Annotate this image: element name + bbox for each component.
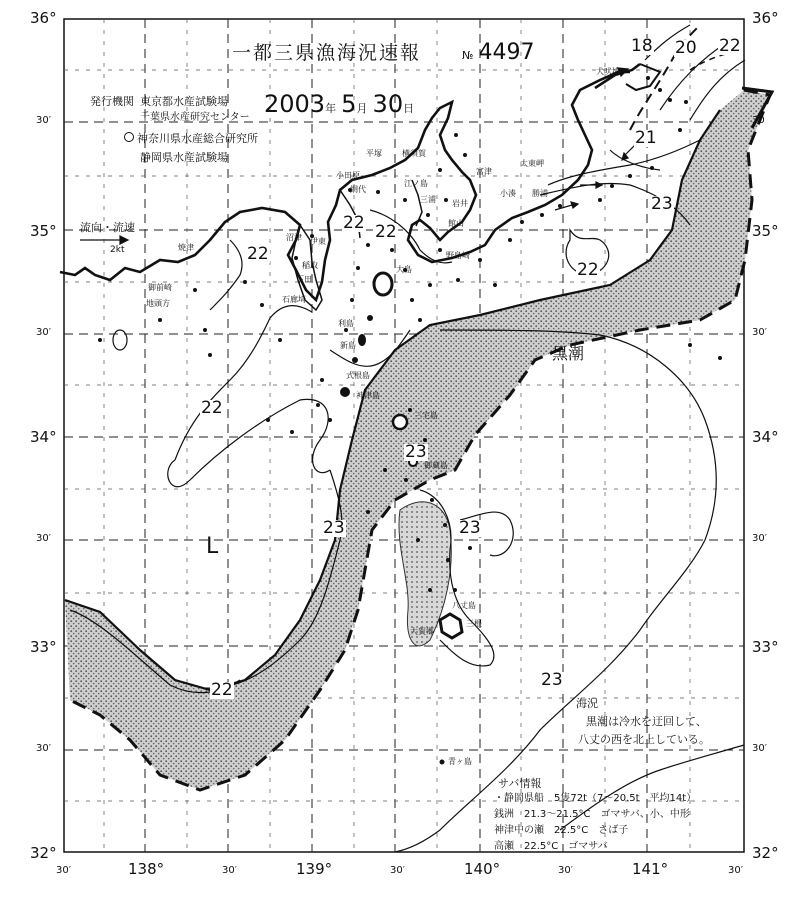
place-miyakejima: 三宅島 xyxy=(414,411,438,420)
date-month-unit: 月 xyxy=(356,102,368,115)
place-mitsune: 三根 xyxy=(466,619,482,628)
lat-3230-left: 30′ xyxy=(36,743,51,754)
island-kozushima xyxy=(340,387,350,397)
isotherm-label-22-ne: 22 xyxy=(719,36,741,56)
isotherm-label-23-south: 23 xyxy=(541,670,563,690)
isotherm-label-22-suruga: 22 xyxy=(247,244,269,264)
place-hachijojima: 八丈島 xyxy=(452,601,476,610)
place-odawara: 小田原 xyxy=(336,171,360,180)
place-inatori: 稲取 xyxy=(302,261,318,270)
isotherm-label-22-south: 22 xyxy=(211,680,233,700)
date-day-unit: 日 xyxy=(403,102,415,115)
place-enoshima: 江ノ島 xyxy=(404,179,428,188)
place-katsuura: 勝浦 xyxy=(532,189,548,198)
saba-info-line-3: 神津中の瀬 22.5°C さば子 xyxy=(494,825,629,836)
sea-conditions-line1: 黒潮は冷水を迂回して、 xyxy=(586,715,707,728)
place-jitogata: 地頭方 xyxy=(146,299,170,308)
place-shimoda: 下田 xyxy=(296,275,312,284)
lon-138: 138° xyxy=(128,860,165,878)
date-year: 2003 xyxy=(264,90,326,118)
lat-3230-right: 30′ xyxy=(752,743,767,754)
island-shikinejima xyxy=(352,357,358,363)
lat-3430-left: 30′ xyxy=(36,327,51,338)
isotherm-label-23-hachijo: 23 xyxy=(459,518,481,538)
isotherm-label-21: 21 xyxy=(635,128,657,148)
place-futtsu: 富津 xyxy=(476,167,492,176)
place-nojimazaki: 野島崎 xyxy=(446,251,470,260)
place-niijima: 新島 xyxy=(340,341,356,350)
lat-32-left: 32° xyxy=(30,844,57,862)
lat-3530-right: 30 xyxy=(752,115,765,126)
lat-36-left: 36° xyxy=(30,9,57,27)
isotherm-label-18: 18 xyxy=(631,36,653,56)
issue-number xyxy=(462,42,535,64)
kuroshio-label: 黒潮 xyxy=(552,344,585,363)
place-ajiro: 網代 xyxy=(350,185,366,194)
island-hachijojima xyxy=(440,614,462,638)
place-okago: 大賀郷 xyxy=(410,627,434,636)
lon-14130: 30′ xyxy=(728,865,743,876)
saba-info-line-2: 銭洲 21.3～21.5°C ゴマサバ、小、中形 xyxy=(494,809,690,820)
isotherm-label-20: 20 xyxy=(675,38,697,58)
issue-date xyxy=(264,92,414,116)
lat-3330-right: 30′ xyxy=(752,533,767,544)
place-hiratsuka: 平塚 xyxy=(366,149,382,158)
agency-kanagawa-name: 神奈川県水産総合研究所 xyxy=(137,132,258,145)
island-toshima xyxy=(367,315,373,321)
flow-legend-label: 流向・流速 xyxy=(80,221,135,234)
isotherm-label-23-boso: 23 xyxy=(651,194,673,214)
map-title: 一都三県漁海況速報 xyxy=(232,42,422,64)
sea-conditions-line2: 八丈の西を北上している。 xyxy=(578,733,710,746)
place-numazu: 沼津 xyxy=(286,233,302,242)
place-kozushima: 神津島 xyxy=(356,391,380,400)
saba-info-line-1: ・静岡県船 5隻72t（7～20.5t 平均14t） xyxy=(494,793,697,804)
lat-34-left: 34° xyxy=(30,428,57,446)
lon-13730: 30′ xyxy=(56,865,71,876)
lat-33-right: 33° xyxy=(752,638,779,656)
place-kominato: 小湊 xyxy=(500,189,516,198)
place-iwai: 岩井 xyxy=(452,199,468,208)
isotherm-label-22-boso: 22 xyxy=(577,260,599,280)
place-inubosaki: 犬吠埼 xyxy=(596,67,620,76)
lat-35-right: 35° xyxy=(752,222,779,240)
saba-info-heading: サバ情報 xyxy=(498,777,542,790)
isotherm-label-22-sagami-2: 22 xyxy=(375,222,397,242)
place-irozaki: 石廊埼 xyxy=(282,295,306,304)
isotherm-label-23-miyake: 23 xyxy=(405,442,427,462)
agency-kanagawa xyxy=(124,132,258,144)
saba-info-line-4: 高瀬 22.5°C ゴマサバ xyxy=(494,841,608,852)
date-year-unit: 年 xyxy=(325,102,337,115)
date-day: 30 xyxy=(372,90,404,118)
lat-3330-left: 30′ xyxy=(36,533,51,544)
place-tateyama: 館山 xyxy=(448,219,464,228)
island-aogashima xyxy=(440,760,445,765)
flow-legend-speed: 2kt xyxy=(110,245,125,255)
place-shikinejima: 式根島 xyxy=(346,371,370,380)
lat-36-right: 36° xyxy=(752,9,779,27)
lon-14030: 30′ xyxy=(558,865,573,876)
island-niijima xyxy=(358,334,366,346)
date-month: 5 xyxy=(341,90,357,118)
lon-141: 141° xyxy=(632,860,669,878)
agency-chiba: 千葉県水産研究センター xyxy=(140,112,250,123)
sea-conditions-heading: 海況 xyxy=(576,697,598,710)
lat-3430-right: 30′ xyxy=(752,327,767,338)
lon-140: 140° xyxy=(464,860,501,878)
issue-number-value: 4497 xyxy=(478,40,535,65)
place-taitomisaki: 太東岬 xyxy=(520,159,544,168)
place-toshima: 利島 xyxy=(338,319,354,328)
isotherm-label-22-west: 22 xyxy=(201,398,223,418)
island-oshima xyxy=(374,273,392,295)
place-yokosuka: 横須賀 xyxy=(402,149,426,158)
lat-35-left: 35° xyxy=(30,222,57,240)
kanagawa-circle-icon xyxy=(124,132,134,142)
lon-13830: 30′ xyxy=(222,865,237,876)
place-ito: 伊東 xyxy=(310,237,326,246)
lat-32-right: 32° xyxy=(752,844,779,862)
place-aogashima: 青ヶ島 xyxy=(448,757,472,766)
place-miura: 三浦 xyxy=(420,195,436,204)
place-mikurajima: 御蔵島 xyxy=(424,461,448,470)
issue-prefix: № xyxy=(462,49,474,62)
island-miyakejima xyxy=(393,415,407,429)
lat-34-right: 34° xyxy=(752,428,779,446)
lon-13930: 30′ xyxy=(390,865,405,876)
lat-33-left: 33° xyxy=(30,638,57,656)
cold-eddy-low-label: L xyxy=(206,534,219,559)
lon-139: 139° xyxy=(296,860,333,878)
isotherm-label-23-central: 23 xyxy=(323,518,345,538)
place-yaizu: 焼津 xyxy=(178,243,194,252)
place-omaezaki: 御前崎 xyxy=(148,283,172,292)
agency-tokyo: 東京都水産試験場 xyxy=(140,95,228,108)
isotherm-label-22-sagami-1: 22 xyxy=(343,213,365,233)
agency-label: 発行機関 xyxy=(90,95,134,108)
lat-3530-left: 30′ xyxy=(36,115,51,126)
place-oshima: 大島 xyxy=(396,265,412,274)
agency-shizuoka: 静岡県水産試験場 xyxy=(140,151,228,164)
